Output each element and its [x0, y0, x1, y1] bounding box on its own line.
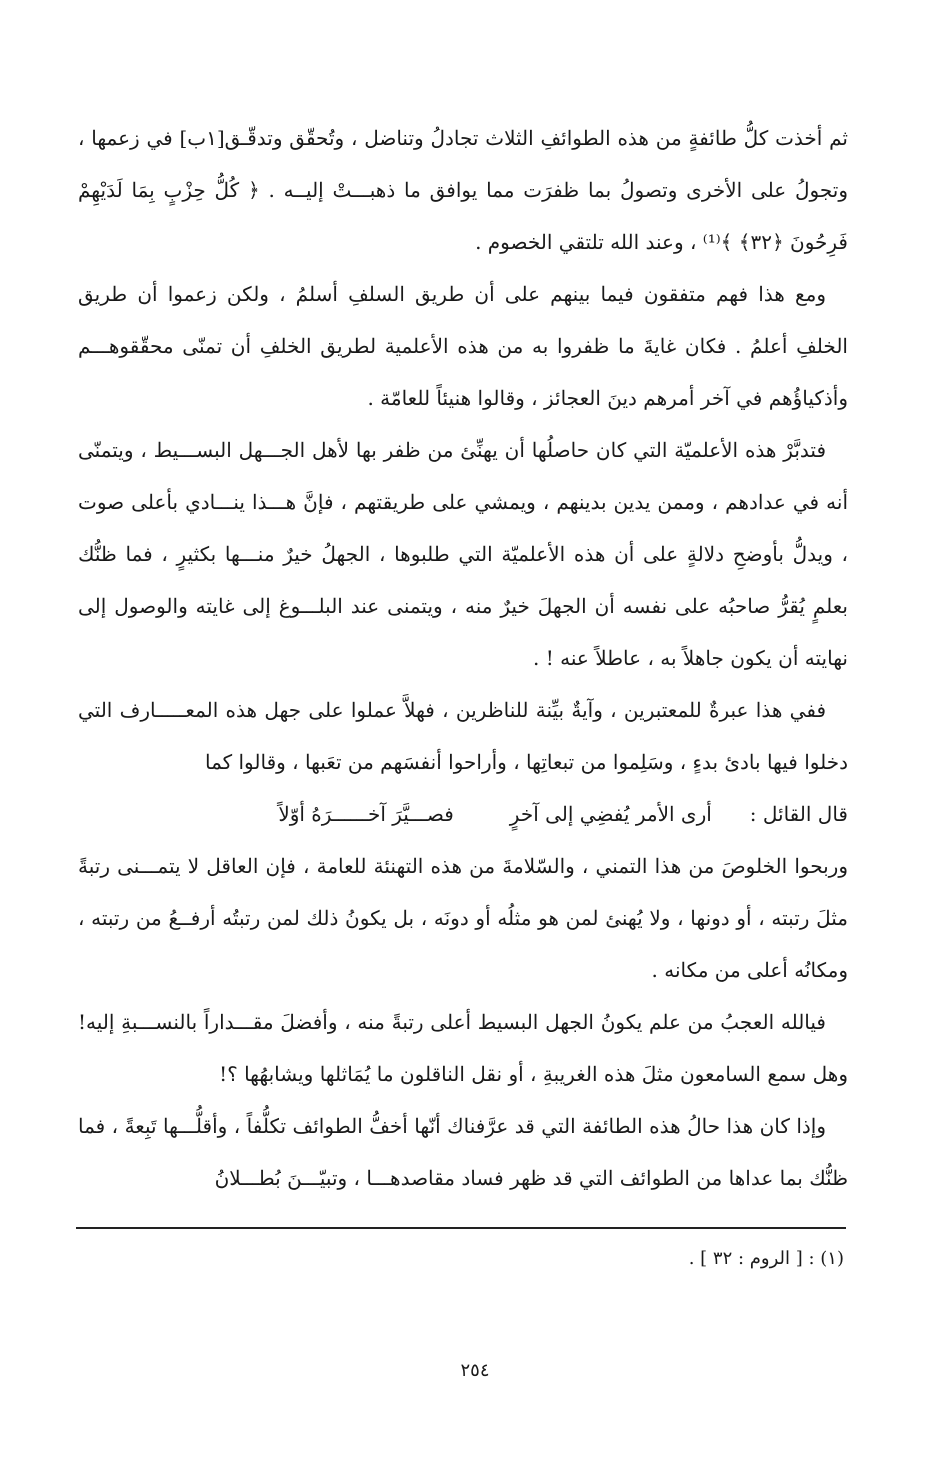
paragraph-5: وربحوا الخلوصَ من هذا التمني ، والسّلامةَ من هذه التهنئة للعامة ، فإن العاقل لا يتمـــنى رتبةً مثلَ رتبته ، أو دونها ، ولا يُهنئ لمن هو مثلُه أو دونَه ، بل يكونُ ذلك لمن رتبتُه أرفــعُ من رتبته ، ومكانُه أعلى من مكانه .: [78, 854, 848, 982]
paragraph-7: وإذا كان هذا حالُ هذه الطائفة التي قد عرَّفناك أنّها أخفُّ الطوائف تكلُّفاً ، وأقلُّـــها تَبِعةً ، فما ظنُّك بما عداها من الطوائف التي قد ظهر فساد مقاصدهـــا ، وتبيّـــنَ بُطـــلانُ: [78, 1114, 848, 1190]
verse-hemistich-1: أرى الأمر يُفضِي إلى آخرٍ: [509, 802, 712, 826]
page-number: ٢٥٤: [460, 1360, 490, 1381]
paragraph-2: ومع هذا فهم متفقون فيما بينهم على أن طريق السلفِ أسلمُ ، ولكن زعموا أن طريق الخلفِ أعلمُ . فكان غايةَ ما ظفروا به من هذه الأعلمية لطريق الخلفِ أن تمنّى محقّقوهـــم وأذكياؤُهم في آخر أمرهم دينَ العجائز ، وقالوا هنيئاً للعامّة .: [78, 282, 848, 410]
page-body: [78, 112, 848, 1204]
footnote: (١) : [ الروم : ٣٢ ] .: [688, 1248, 844, 1269]
verse-hemistich-2: فصـــيَّرَ آخــــــرَهُ أوّلاً: [278, 802, 454, 826]
verse-intro: قال القائل :: [749, 802, 848, 826]
paragraph-1: ثم أخذت كلُّ طائفةٍ من هذه الطوائفِ الثلاث تجادلُ وتناضل ، وتُحقّق وتدقّـق[١ب] في زعمها ، وتجولُ على الأخرى وتصولُ بما ظفرَت مما يوافق ما ذهبـــتْ إليــه . ﴿ كُلُّ حِزْبٍ بِمَا لَدَيْهِمْ فَرِحُونَ ﴿٣٢﴾ ﴾⁽¹⁾ ، وعند الله تلتقي الخصوم .: [78, 126, 848, 254]
paragraph-3: فتدبَّرْ هذه الأعلميّة التي كان حاصلُها أن يهنِّئ من ظفر بها لأهل الجـــهل البســـيط ، ويتمنّى أنه في عدادهم ، وممن يدين بدينهم ، ويمشي على طريقتهم ، فإنَّ هـــذا ينـــادي بأعلى صوت ، ويدلُّ بأوضحِ دلالةٍ على أن هذه الأعلميّة التي طلبوها ، الجهلُ خيرٌ منـــها بكثيرٍ ، فما ظنُّك بعلمٍ يُقرُّ صاحبُه على نفسه أن الجهلَ خيرٌ منه ، ويتمنى عند البلـــوغ إلى غايته والوصول إلى نهايته أن يكون جاهلاً به ، عاطلاً عنه ! .: [78, 438, 848, 670]
poetry-verse: [78, 788, 848, 840]
footnote-divider: [76, 1227, 846, 1229]
paragraph-4: ففي هذا عبرةٌ للمعتبرين ، وآيةٌ بيِّنة للناظرين ، فهلاَّ عملوا على جهل هذه المعـــــارف التي دخلوا فيها بادئ بدءٍ ، وسَلِموا من تبعاتِها ، وأراحوا أنفسَهم من تعَبها ، وقالوا كما: [78, 698, 848, 774]
paragraph-6: فيالله العجبُ من علم يكونُ الجهل البسيط أعلى رتبةً منه ، وأفضلَ مقـــداراً بالنســـبةِ إليه! وهل سمع السامعون مثلَ هذه الغريبةِ ، أو نقل الناقلون ما يُمَاثلها ويشابهُها ؟!: [78, 1010, 848, 1086]
